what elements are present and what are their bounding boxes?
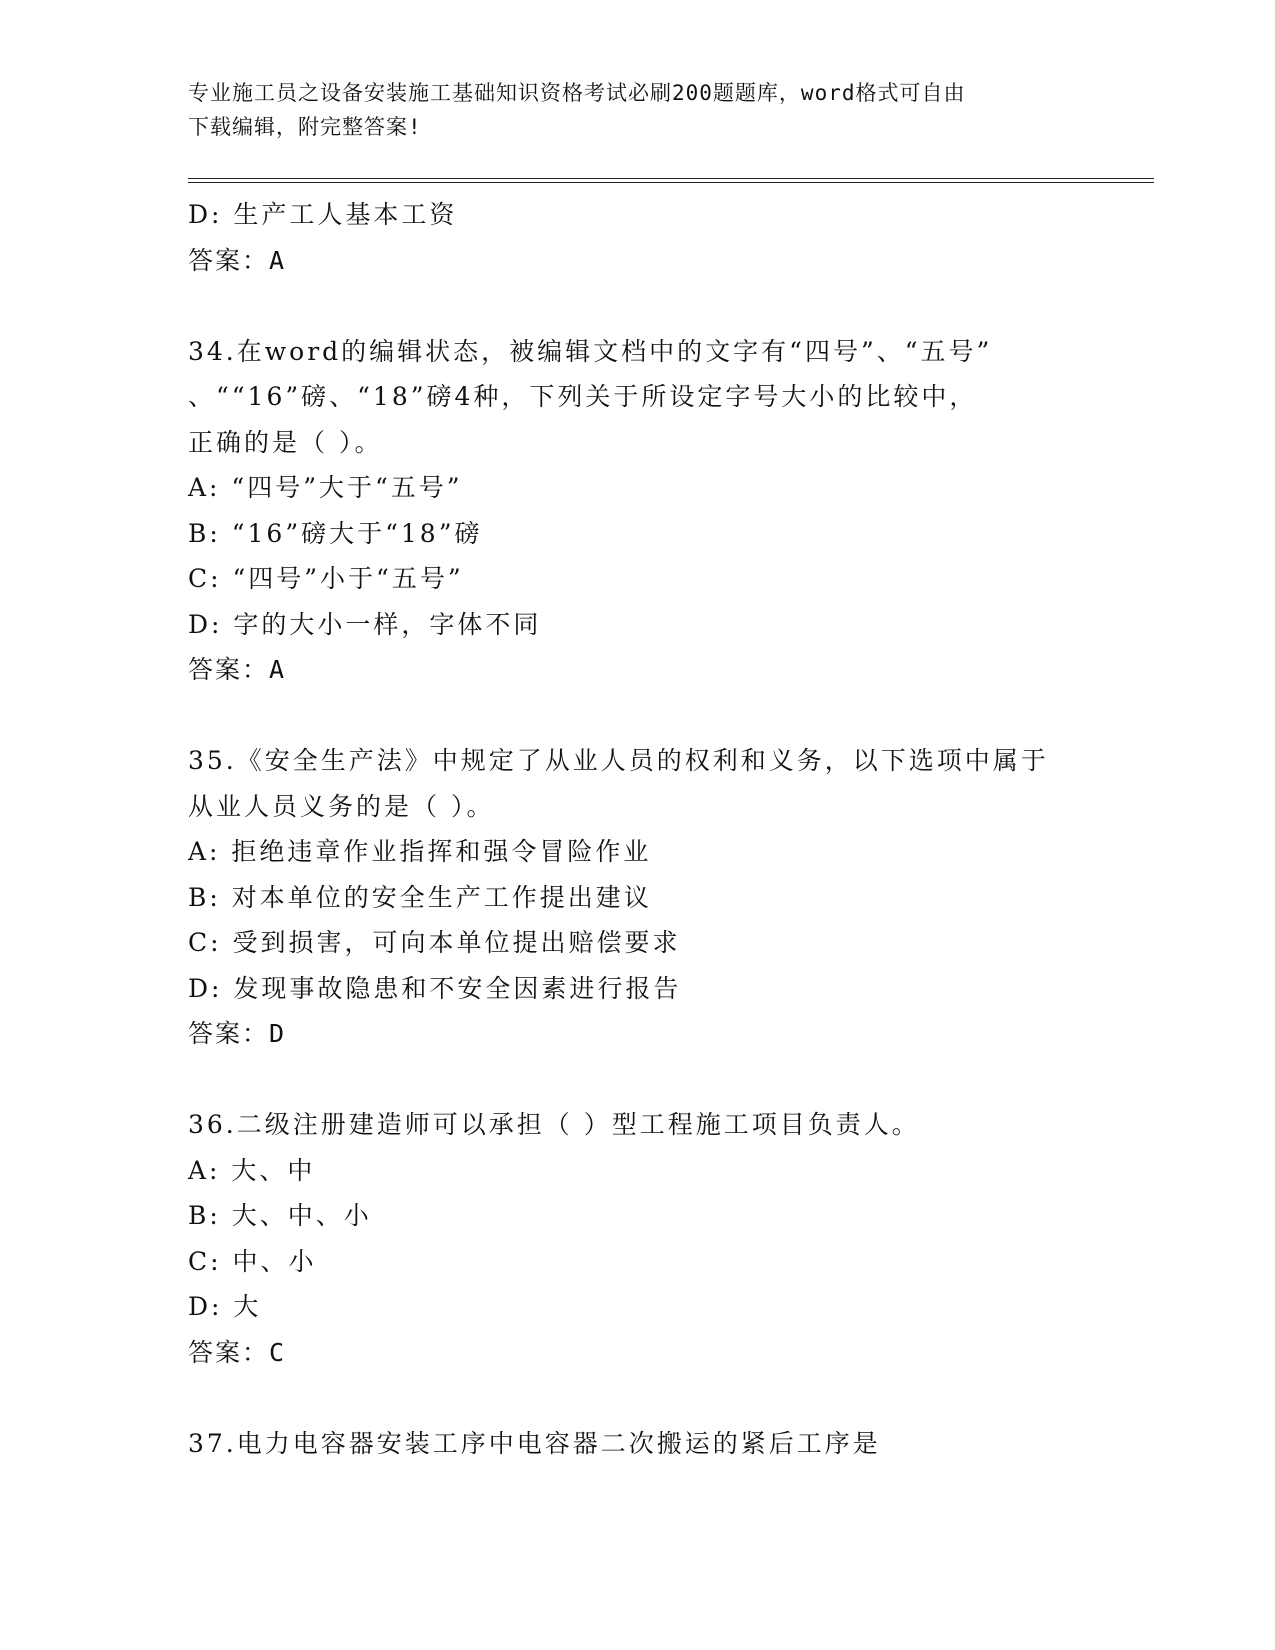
option-b: B: 对本单位的安全生产工作提出建议: [188, 882, 652, 912]
spacer: [188, 1375, 1088, 1421]
spacer: [188, 1057, 1088, 1103]
header-divider-bottom: [188, 182, 1154, 183]
question-35: [188, 738, 1088, 1057]
option-b: B: 大、中、小: [188, 1201, 372, 1230]
question-text: 、““16”磅、“18”磅4种，下列关于所设定字号大小的比较中，: [188, 382, 978, 411]
answer-line: 答案：C: [188, 1337, 287, 1367]
option-c: C: 中、小: [188, 1246, 317, 1276]
question-text: 35.《安全生产法》中规定了从业人员的权利和义务，以下选项中属于: [188, 746, 1049, 775]
option-d: D: 字的大小一样，字体不同: [188, 609, 542, 639]
option-d: D: 生产工人基本工资: [188, 200, 458, 229]
answer-line: 答案：D: [188, 1019, 287, 1048]
header-divider-top: [188, 178, 1154, 179]
question-text: 34.在word的编辑状态，被编辑文档中的文字有“四号”、“五号”: [188, 336, 993, 366]
option-a: A: 大、中: [188, 1155, 316, 1185]
option-a: A: “四号”大于“五号”: [188, 473, 463, 502]
option-c: C: “四号”小于“五号”: [188, 564, 464, 593]
option-d: D: 发现事故隐患和不安全因素进行报告: [188, 973, 682, 1003]
header-line-2: 下载编辑，附完整答案!: [188, 115, 422, 139]
spacer: [188, 283, 1088, 329]
question-34: [188, 329, 1088, 693]
page-header: [188, 76, 1088, 144]
spacer: [188, 693, 1088, 739]
answer-line: 答案：A: [188, 245, 287, 275]
question-text: 37.电力电容器安装工序中电容器二次搬运的紧后工序是: [188, 1428, 881, 1458]
question-list: [188, 192, 1088, 1466]
question-text: 36.二级注册建造师可以承担（ ）型工程施工项目负责人。: [188, 1110, 920, 1139]
option-b: B: “16”磅大于“18”磅: [188, 518, 483, 548]
question-37: [188, 1421, 1088, 1467]
question-text: 从业人员义务的是（ ）。: [188, 791, 495, 821]
question-text: 正确的是（ ）。: [188, 427, 383, 457]
question-36: [188, 1102, 1088, 1375]
option-c: C: 受到损害，可向本单位提出赔偿要求: [188, 928, 681, 957]
answer-line: 答案：A: [188, 655, 287, 684]
option-d: D: 大: [188, 1292, 262, 1321]
header-line-1: 专业施工员之设备安装施工基础知识资格考试必刷200题题库，word格式可自由: [188, 81, 966, 105]
option-a: A: 拒绝违章作业指挥和强令冒险作业: [188, 837, 652, 866]
